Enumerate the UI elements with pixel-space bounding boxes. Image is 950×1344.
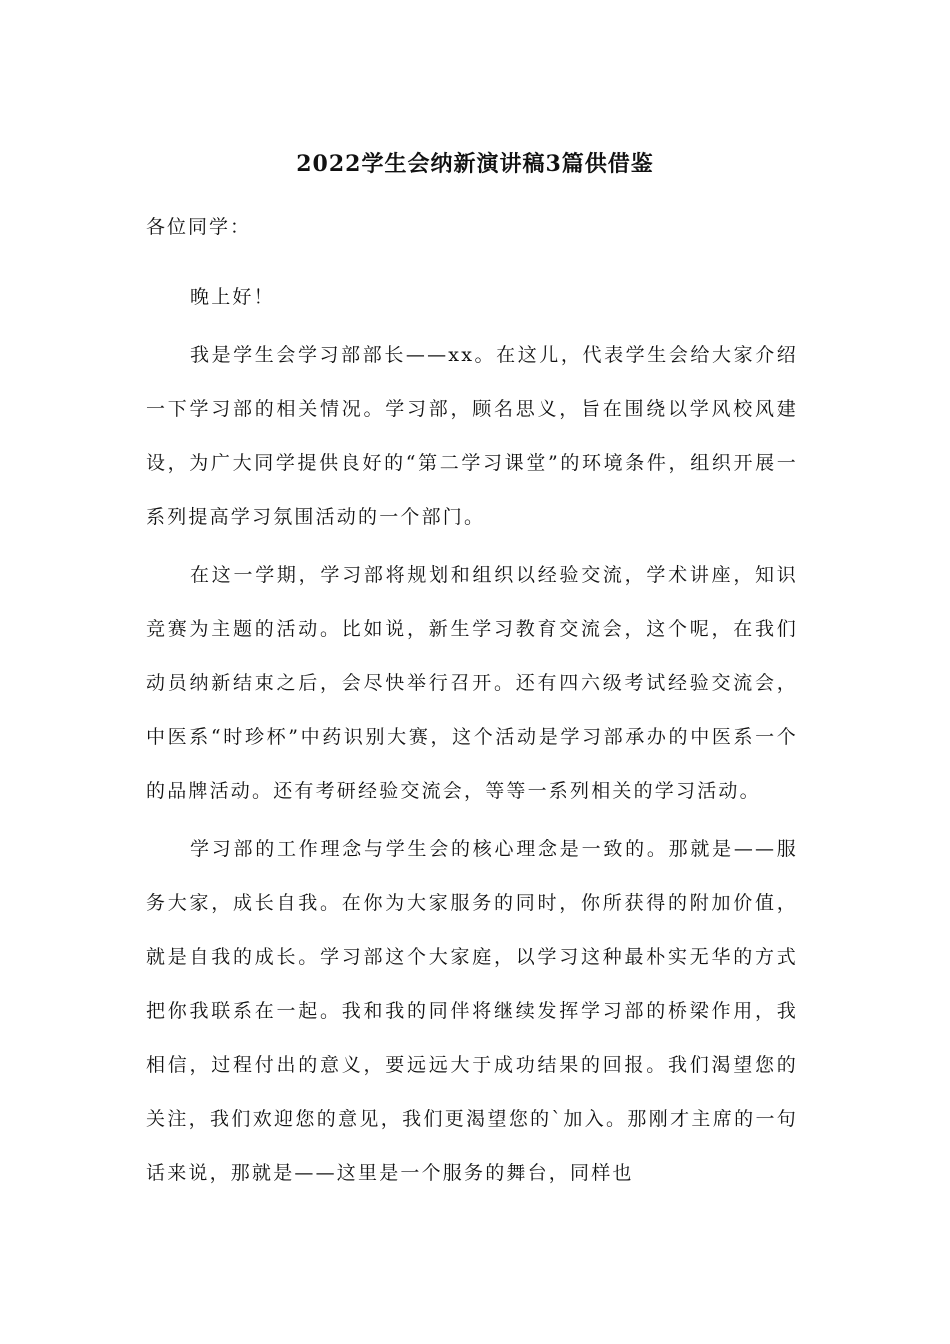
salutation: 各位同学：: [146, 216, 252, 238]
document-title: 2022学生会纳新演讲稿3篇供借鉴: [296, 151, 654, 177]
paragraph-activities: 在这一学期，学习部将规划和组织以经验交流，学术讲座，知识竞赛为主题的活动。比如说，新生学习教育交流会，这个呢，在我们动员纳新结束之后，会尽快举行召开。还有四六级考试经验交流会，中医系“时珍杯”中药识别大赛，这个活动是学习部承办的中医系一个的品牌活动。还有考研经验交流会，等等一系列相关的学习活动。: [146, 564, 798, 802]
paragraph-greeting: 晚上好！: [190, 286, 275, 308]
document-body: [146, 212, 798, 1200]
paragraph-philosophy: 学习部的工作理念与学生会的核心理念是一致的。那就是——服务大家，成长自我。在你为大家服务的同时，你所获得的附加价值，就是自我的成长。学习部这个大家庭，以学习这种最朴实无华的方式把你我联系在一起。我和我的同伴将继续发挥学习部的桥梁作用，我相信，过程付出的意义，要远远大于成功结果的回报。我们渴望您的关注，我们欢迎您的意见，我们更渴望您的`加入。那刚才主席的一句话来说，那就是——这里是一个服务的舞台，同样也: [146, 838, 798, 1184]
paragraph-introduction: 我是学生会学习部部长——xx。在这儿，代表学生会给大家介绍一下学习部的相关情况。学习部，顾名思义，旨在围绕以学风校风建设，为广大同学提供良好的“第二学习课堂”的环境条件，组织开展一系列提高学习氛围活动的一个部门。: [146, 344, 798, 528]
